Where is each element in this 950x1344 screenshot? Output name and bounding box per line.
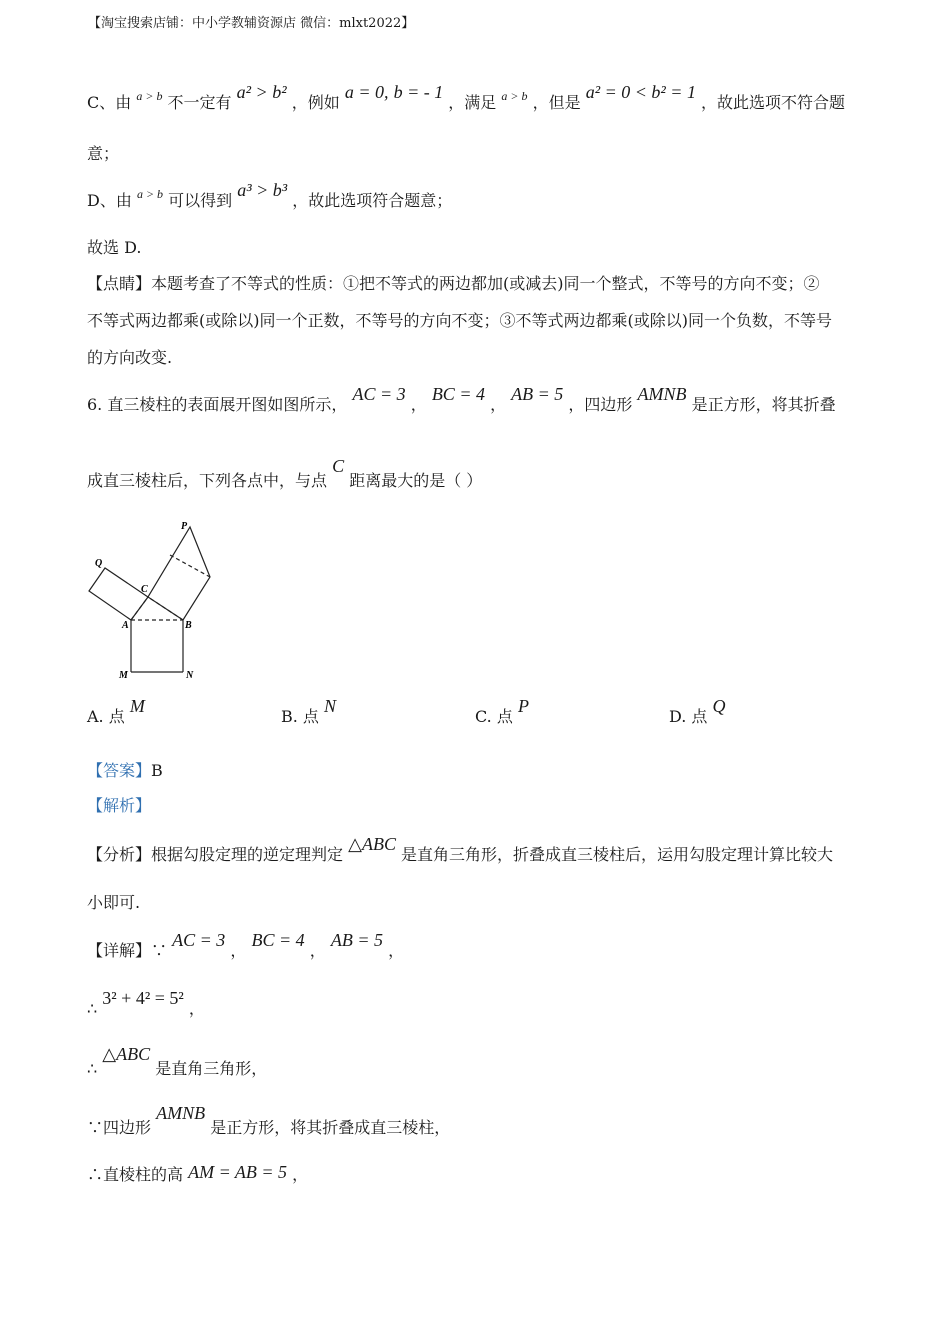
option-prefix: A. 点 (87, 707, 125, 726)
text: 不一定有 (167, 93, 232, 112)
step-3 (87, 1103, 451, 1140)
face-bc-p (148, 527, 210, 620)
therefore-symbol: ∴ (87, 999, 98, 1018)
answer-value: B (151, 761, 163, 780)
math-bc: BC = 4 (251, 930, 305, 950)
step-4 (87, 1162, 308, 1187)
math-amnb: AMNB (156, 1103, 206, 1123)
text: ， (292, 1165, 309, 1184)
comment-line-3: 的方向改变. (87, 348, 173, 367)
text: ，故此选项符合题意； (292, 191, 453, 210)
text: ， (230, 941, 247, 960)
math-amnb: AMNB (637, 384, 687, 404)
math-a-gt-b: a > b (136, 187, 164, 201)
text: 距离最大的是（ ） (349, 471, 483, 490)
therefore-symbol: ∴ (87, 1059, 98, 1078)
option-prefix: D. 点 (669, 707, 708, 726)
option-d (669, 696, 726, 727)
page-header: 【淘宝搜索店铺：中小学教辅资源店 微信：mlxt2022】 (88, 16, 415, 31)
label-n: N (186, 670, 194, 681)
analysis-tag: 【解析】 (87, 796, 152, 815)
choose-line: 故选 D. (87, 238, 142, 257)
text: ，四边形 (568, 395, 633, 414)
math-a2-gt-b2: a² > b² (236, 82, 287, 102)
text: ， (388, 941, 405, 960)
comment-line-2: 不等式两边都乘(或除以)同一个正数，不等号的方向不变；③不等式两边都乘(或除以)同一个负数，不等号 (87, 311, 832, 330)
face-ac-q (89, 568, 148, 620)
label-a: A (122, 620, 129, 631)
label-p: P (181, 521, 188, 532)
fenxi-line-1 (87, 834, 834, 867)
text: ， (490, 395, 507, 414)
text: ∵四边形 (87, 1118, 152, 1137)
option-var: M (129, 696, 145, 716)
text: 是直角三角形，折叠成直三棱柱后，运用勾股定理计算比较大 (401, 845, 834, 864)
text: 可以得到 (168, 191, 233, 210)
prism-net-figure (80, 515, 230, 690)
math-ac: AC = 3 (352, 384, 406, 404)
label-m: M (119, 670, 128, 681)
math-c: C (332, 456, 345, 476)
step-1 (87, 988, 205, 1021)
option-var: N (324, 696, 337, 716)
text: C、由 (87, 93, 132, 112)
text: ，满足 (448, 93, 497, 112)
detail-line (87, 930, 405, 963)
text: ，例如 (291, 93, 340, 112)
option-c (475, 696, 529, 727)
math-a-gt-b: a > b (501, 89, 528, 103)
math-a-eq-0: a = 0, (344, 82, 389, 102)
option-prefix: C. 点 (475, 707, 513, 726)
math-pythagorean: 3² + 4² = 5² (102, 988, 184, 1008)
answer-tag: 【答案】 (87, 761, 152, 780)
math-ac: AC = 3 (172, 930, 226, 950)
math-bc: BC = 4 (431, 384, 485, 404)
text: 6. 直三棱柱的表面展开图如图所示， (87, 395, 348, 414)
line-option-c (87, 82, 846, 116)
text: 是正方形，将其折叠成直三棱柱， (210, 1118, 451, 1137)
text: ， (410, 395, 427, 414)
question-6-line-1 (87, 384, 836, 417)
question-6-line-2 (87, 456, 483, 493)
text: ，故此选项不符合题 (701, 93, 846, 112)
answer-line (87, 759, 163, 783)
text: 【分析】根据勾股定理的逆定理判定 (87, 845, 344, 864)
math-triangle-abc: △ABC (348, 834, 396, 854)
math-a3-gt-b3: a³ > b³ (237, 180, 288, 200)
math-ab: AB = 5 (511, 384, 564, 404)
option-prefix: B. 点 (281, 707, 319, 726)
label-c: C (141, 584, 148, 595)
math-a-gt-b: a > b (136, 89, 163, 103)
text: ， (188, 999, 205, 1018)
option-b (281, 696, 337, 727)
label-q: Q (95, 558, 103, 569)
text: 是正方形，将其折叠 (691, 395, 836, 414)
comment-line-1: 【点睛】本题考查了不等式的性质：①把不等式的两边都加(或减去)同一个整式，不等号的方向不变；② (87, 274, 820, 293)
math-height: AM = AB = 5 (188, 1162, 288, 1182)
math-b-eq-neg1: b = - 1 (393, 82, 444, 102)
math-counterexample: a² = 0 < b² = 1 (585, 82, 696, 102)
option-a (87, 696, 145, 727)
text: ， (309, 941, 326, 960)
label-b: B (185, 620, 192, 631)
edge-p-inner (170, 555, 210, 577)
text: 成直三棱柱后，下列各点中，与点 (87, 471, 328, 490)
step-2 (87, 1044, 268, 1081)
text: ∴直棱柱的高 (87, 1165, 184, 1184)
text: ，但是 (532, 93, 581, 112)
option-var: Q (712, 696, 726, 716)
option-var: P (517, 696, 529, 716)
text: 是直角三角形， (155, 1059, 268, 1078)
fenxi-line-2: 小即可. (87, 893, 141, 912)
line-option-c-end: 意； (87, 144, 120, 163)
text: D、由 (87, 191, 132, 210)
text: 【详解】∵ (87, 941, 168, 960)
line-option-d (87, 180, 453, 214)
math-triangle-abc: △ABC (102, 1044, 151, 1064)
math-ab: AB = 5 (330, 930, 383, 950)
